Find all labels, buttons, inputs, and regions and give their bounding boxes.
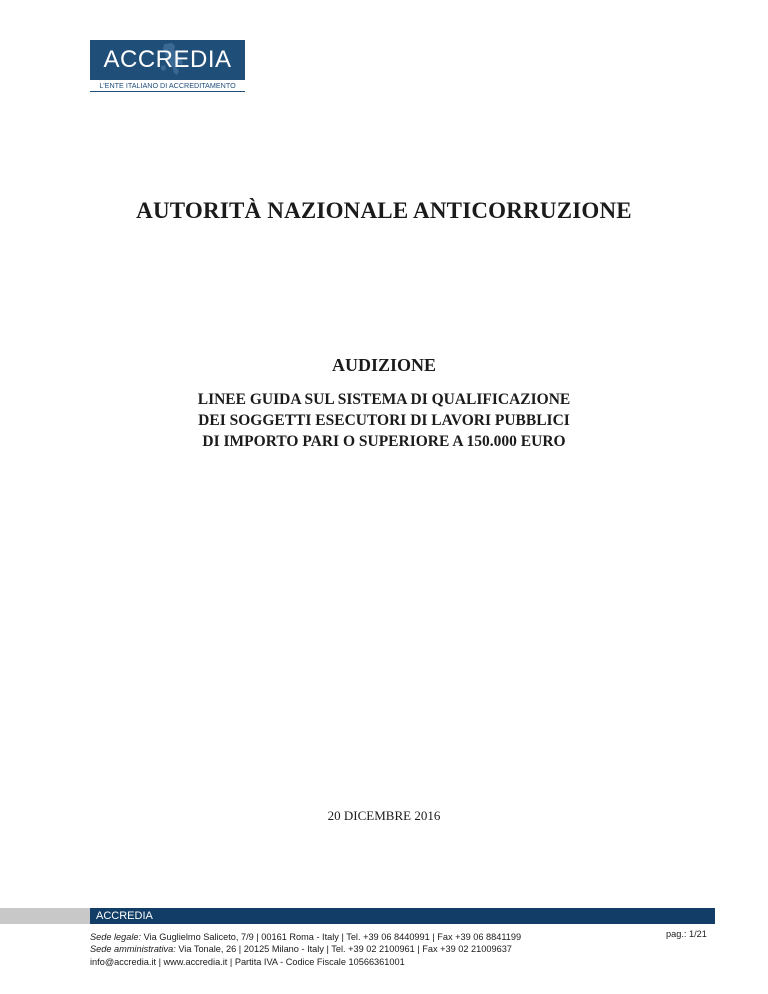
accredia-logo (90, 40, 245, 92)
footer-brand: ACCREDIA (96, 910, 153, 922)
footer-legal-line (90, 931, 650, 943)
subject-line: DEI SOGGETTI ESECUTORI DI LAVORI PUBBLICI (198, 412, 570, 429)
admin-label: Sede amministrativa: (90, 944, 176, 955)
footer-contact-line: info@accredia.it | www.accredia.it | Partita IVA - Codice Fiscale 10566361001 (90, 956, 405, 967)
page-number: pag.: 1/21 (666, 929, 707, 939)
admin-text: Via Tonale, 26 | 20125 Milano - Italy | Tel. +39 02 2100961 | Fax +39 02 21009637 (175, 944, 512, 955)
footer-info (90, 931, 650, 968)
footer-admin-line (90, 943, 650, 955)
footer-bar-blue (90, 908, 715, 924)
document-date: 20 DICEMBRE 2016 (327, 808, 441, 823)
subject-line: LINEE GUIDA SUL SISTEMA DI QUALIFICAZIONE (197, 391, 571, 408)
legal-label: Sede legale: (90, 932, 142, 942)
subject-block (0, 389, 768, 452)
footer-bar-gray (0, 908, 90, 924)
audizione-heading: AUDIZIONE (331, 355, 437, 375)
authority-title: AUTORITÀ NAZIONALE ANTICORRUZIONE (136, 198, 632, 223)
logo-tagline: L'ENTE ITALIANO DI ACCREDITAMENTO (90, 80, 245, 92)
legal-text: Via Guglielmo Saliceto, 7/9 | 00161 Roma - Italy | Tel. +39 06 8440991 | Fax +39 06 8841199 (141, 932, 522, 942)
subject-line: DI IMPORTO PARI O SUPERIORE A 150.000 EURO (202, 433, 566, 450)
footer-bar (0, 908, 768, 924)
logo-wordmark: ACCREDIA (103, 46, 232, 73)
